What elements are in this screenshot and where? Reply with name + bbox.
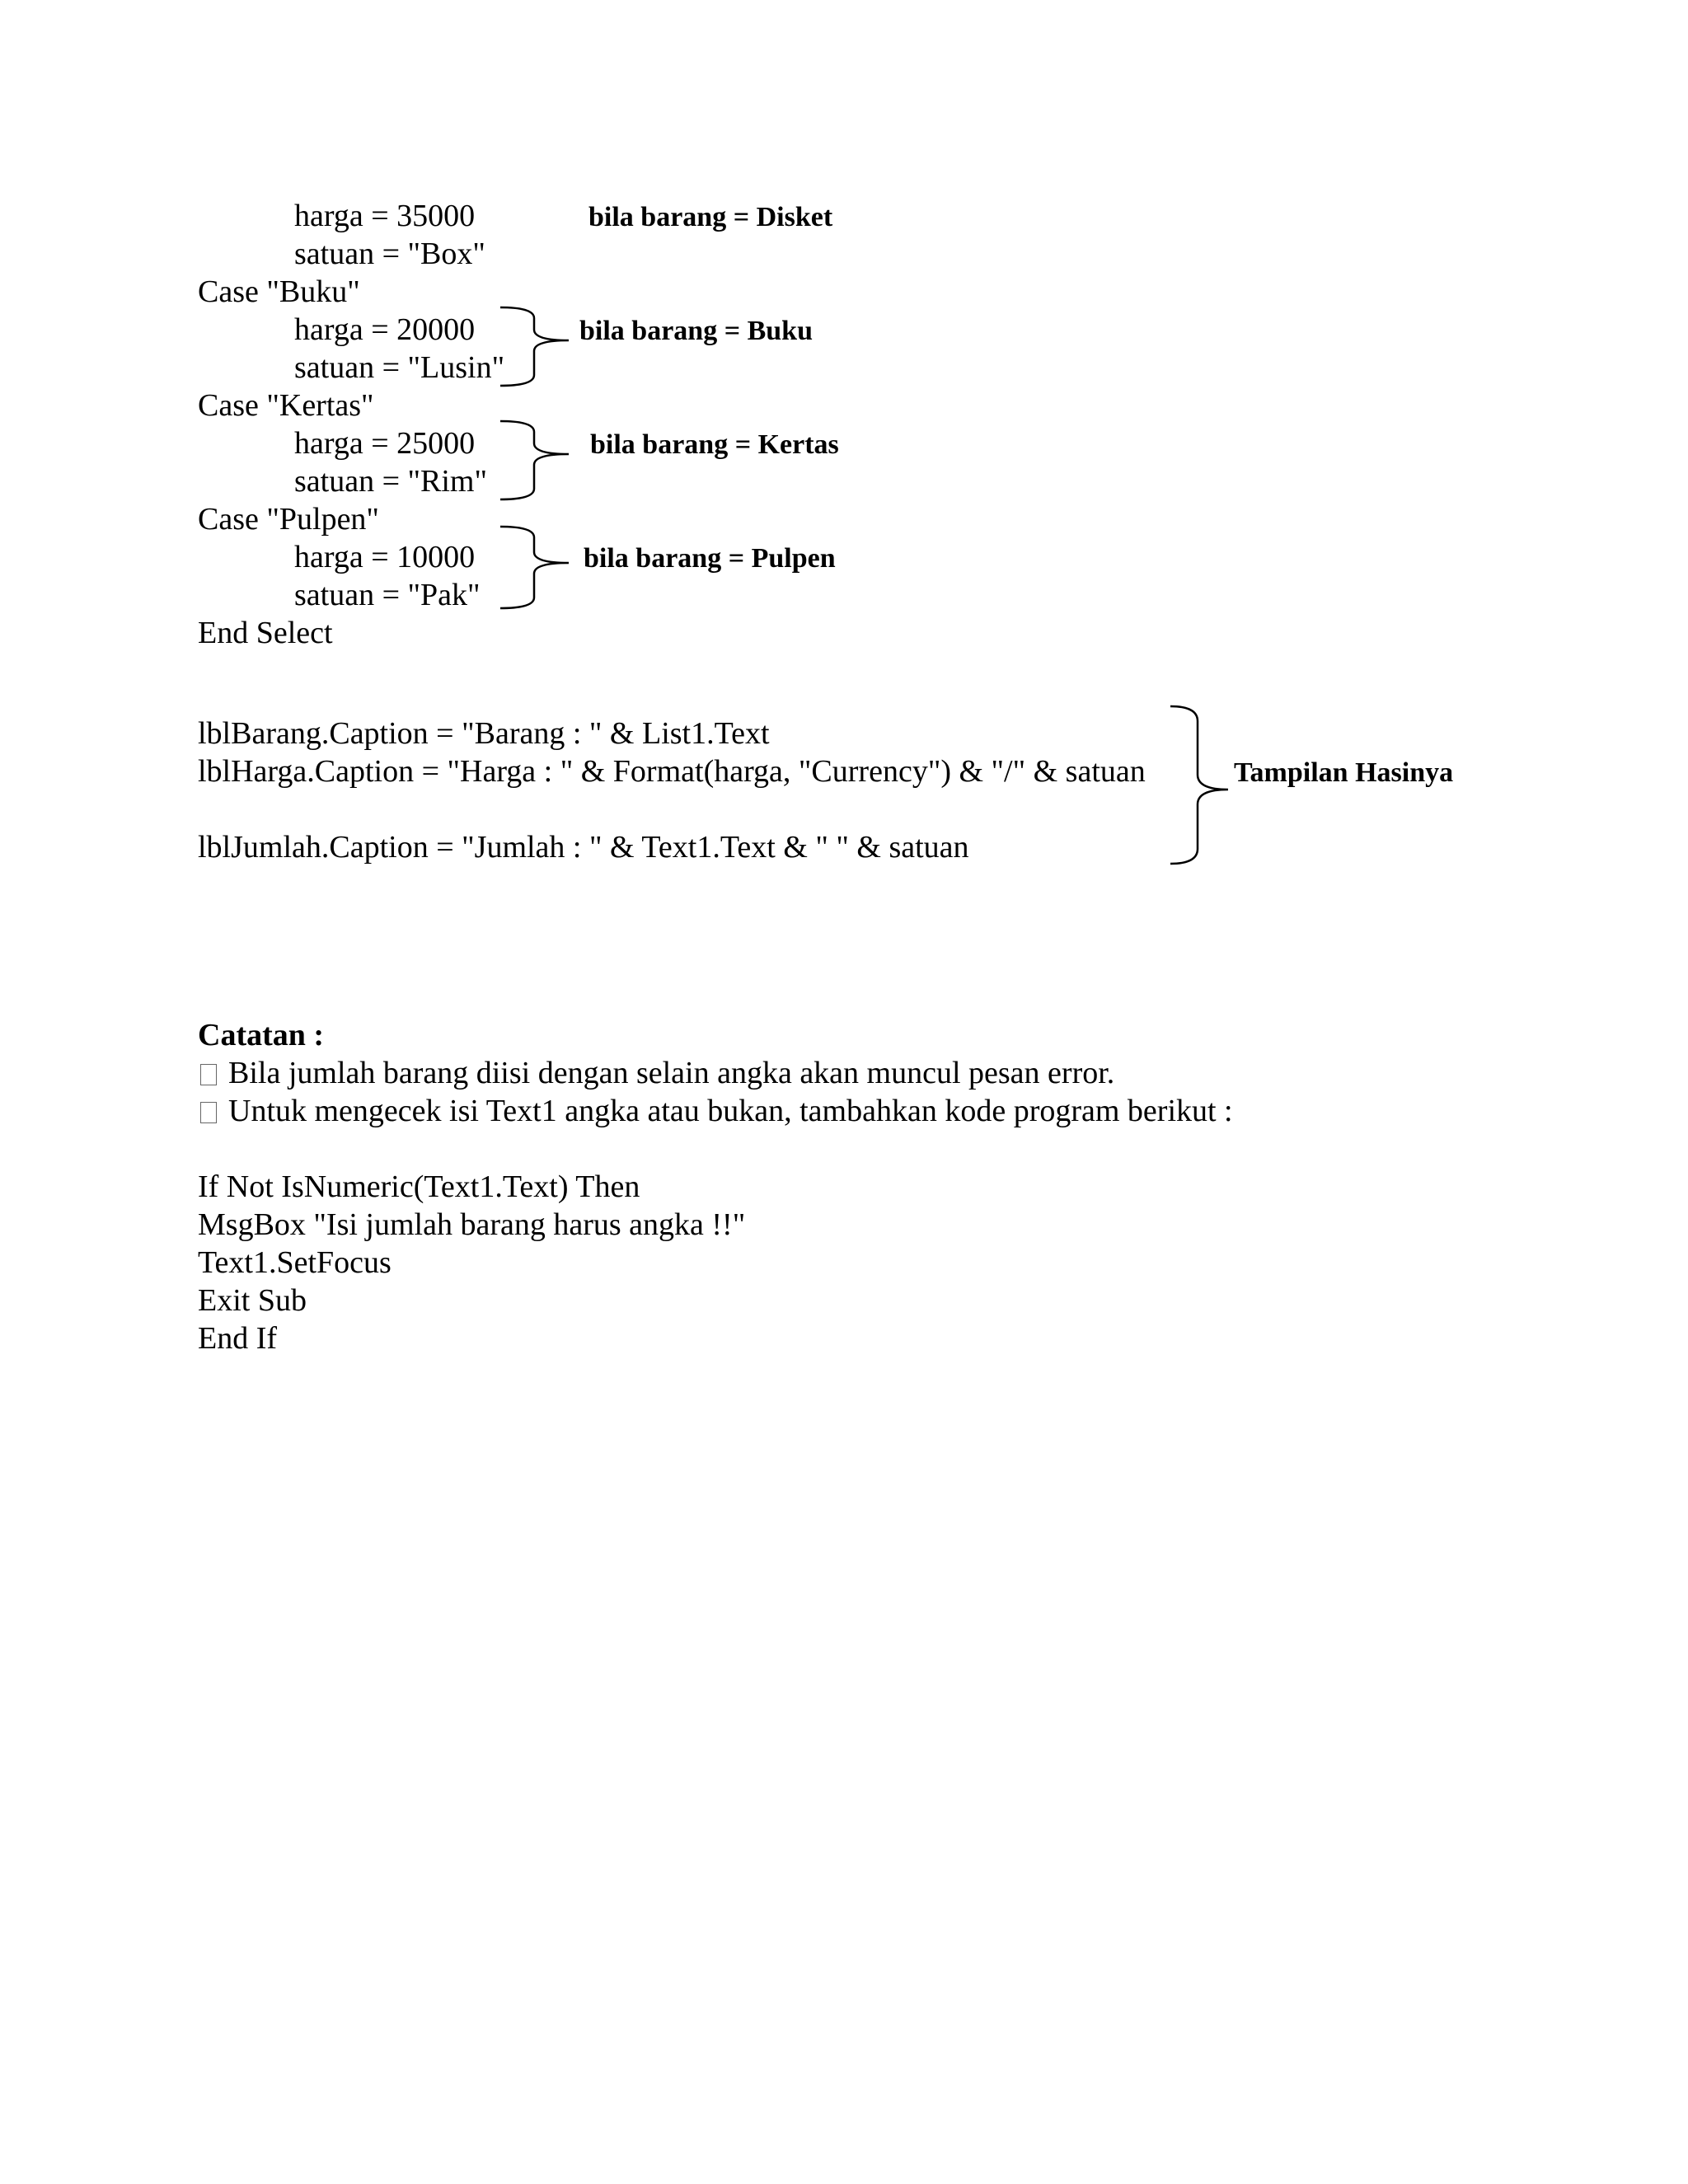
- checkbox-icon: [200, 1064, 217, 1085]
- code-line: satuan = "Rim": [294, 464, 487, 499]
- code-line: harga = 10000: [294, 540, 476, 574]
- brace-tampilan-path: [1170, 706, 1228, 864]
- code-line: harga = 25000: [294, 426, 476, 461]
- code-line: End If: [198, 1321, 278, 1356]
- checkbox-icon: [200, 1102, 217, 1123]
- code-line: MsgBox "Isi jumlah barang harus angka !!": [198, 1207, 746, 1242]
- code-line: lblHarga.Caption = "Harga : " & Format(harga, "Currency") & "/" & satuan: [198, 754, 1146, 789]
- code-line: If Not IsNumeric(Text1.Text) Then: [198, 1169, 640, 1204]
- annotation-buku: bila barang = Buku: [579, 316, 813, 346]
- notes-heading: Catatan :: [198, 1018, 325, 1052]
- annotation-pulpen: bila barang = Pulpen: [584, 543, 836, 574]
- code-line: lblBarang.Caption = "Barang : " & List1.Text: [198, 716, 770, 751]
- code-line: Text1.SetFocus: [198, 1245, 392, 1280]
- code-line: End Select: [198, 616, 333, 650]
- code-line: Exit Sub: [198, 1283, 307, 1318]
- code-line: Case "Kertas": [198, 388, 374, 423]
- note-item: [200, 1092, 1233, 1130]
- code-line: harga = 20000: [294, 312, 476, 347]
- note-text: Bila jumlah barang diisi dengan selain angka akan muncul pesan error.: [228, 1056, 1115, 1090]
- code-line: Case "Buku": [198, 274, 360, 309]
- code-line: satuan = "Lusin": [294, 350, 505, 385]
- brace-buku-path: [500, 307, 569, 386]
- code-line: satuan = "Pak": [294, 578, 481, 612]
- code-line: satuan = "Box": [294, 237, 485, 271]
- annotation-kertas: bila barang = Kertas: [590, 429, 839, 460]
- code-line: Case "Pulpen": [198, 502, 379, 537]
- annotation-tampilan: Tampilan Hasinya: [1234, 757, 1454, 788]
- code-line: harga = 35000: [294, 199, 476, 233]
- annotation-disket: bila barang = Disket: [588, 202, 833, 232]
- brace-pulpen-path: [500, 527, 569, 608]
- code-line: lblJumlah.Caption = "Jumlah : " & Text1.Text & " " & satuan: [198, 830, 969, 865]
- note-item: [200, 1054, 1114, 1092]
- note-text: Untuk mengecek isi Text1 angka atau bukan, tambahkan kode program berikut :: [228, 1094, 1233, 1128]
- brace-kertas-path: [500, 421, 569, 499]
